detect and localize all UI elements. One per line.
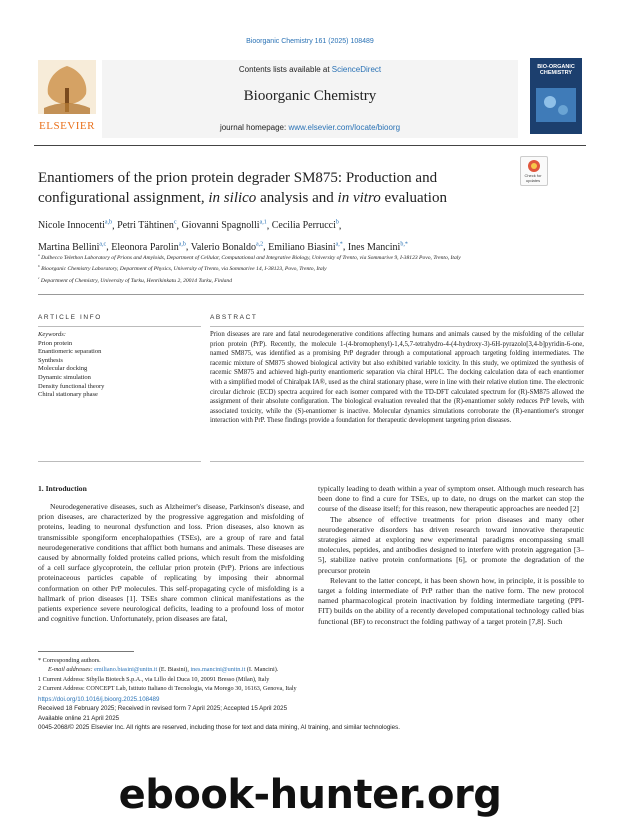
- received-dates: Received 18 February 2025; Received in revised form 7 April 2025; Accepted 15 April 2025: [38, 705, 288, 713]
- publisher-name: ELSEVIER: [39, 120, 95, 132]
- homepage-link[interactable]: www.elsevier.com/locate/bioorg: [288, 123, 401, 132]
- publication-info: [38, 695, 584, 732]
- author[interactable]: Martina Bellini$^{a,c}$: [38, 241, 107, 253]
- intro-right-column: [318, 484, 584, 627]
- cover-title: BIO-ORGANIC CHEMISTRY: [537, 64, 575, 76]
- contents-line: [102, 65, 518, 74]
- affiliation: $^a$ Dulbecco Telethon Laboratory of Prions and Amyloids, Department of Cellular, Computational and Integrative Biology, University of Trento, via Sommarive 9, I-38123 Povo, Trento, Italy: [38, 253, 461, 261]
- introduction-heading: 1. Introduction: [38, 484, 87, 493]
- doi-link[interactable]: https://doi.org/10.1016/j.bioorg.2025.108489: [38, 696, 160, 703]
- author-list: Nicole Innocenti$^{a,b}$, Petri Tähtinen$^c$, Giovanni Spagnolli$^{a,1}$, Cecilia Perrucci$^b$, Martina Bellini$^{a,c}$, Eleonora Parolin$^{a,b}$, Valerio Bonaldo$^{a,2}$, Emiliano Biasini$^{a,*}$, Ines Mancini$^{b,*}$: [38, 220, 408, 253]
- keyword: Molecular docking: [38, 365, 88, 373]
- article-info-rule: [38, 326, 201, 327]
- title-italic: in silico: [208, 190, 257, 206]
- contents-prefix: Contents lists available at: [238, 65, 332, 74]
- paragraph: Relevant to the latter concept, it has been shown how, in principle, it is possible to target a folding intermediate of PrP rather than the native form. The new protocol named pharmacological protein inactivation by folding intermediate targeting (PPI-FIT) builds on the ability of a recently developed computational technology called bias functional (BF) to reconstruct the folding pathway of a target protein [7,8]. Such: [318, 575, 584, 626]
- copyright: 0045-2068/© 2025 Elsevier Inc. All rights are reserved, including those for text and data mining, AI training, and similar technologies.: [38, 723, 400, 731]
- check-updates-label: Check for updates: [524, 173, 542, 183]
- author[interactable]: Petri Tähtinen$^c$: [117, 220, 177, 232]
- check-updates-icon: [521, 157, 547, 173]
- author[interactable]: Giovanni Spagnolli$^{a,1}$: [181, 220, 267, 232]
- keywords-label: Keywords:: [38, 331, 66, 338]
- author[interactable]: Ines Mancini$^{b,*}$: [347, 241, 408, 253]
- watermark: ebook-hunter.org: [118, 772, 502, 818]
- elsevier-logo: [34, 58, 100, 134]
- title-line-1: Enantiomers of the prion protein degrader SM875: Production and: [38, 170, 438, 186]
- email-link-mancini[interactable]: ines.mancini@unitn.it: [190, 666, 246, 674]
- article-title: [38, 168, 508, 208]
- header-divider: [34, 145, 586, 146]
- email-name: (E. Biasini),: [157, 666, 191, 674]
- keyword: Prion protein: [38, 339, 73, 347]
- title-part: configurational assignment,: [38, 190, 209, 206]
- article-info-bottom-rule: [38, 461, 201, 462]
- author[interactable]: Eleonora Parolin$^{a,b}$: [111, 241, 186, 253]
- affiliation: $^c$ Department of Chemistry, University of Turku, Henrikinkatu 2, 20014 Turku, Finland: [38, 275, 233, 284]
- address-note: 1 Current Address: Sibylla Biotech S.p.A., via Lillo del Duca 10, 20091 Bresso (Milan), Italy: [38, 675, 270, 683]
- keyword: Density functional theory: [38, 382, 105, 390]
- abstract-rule: [210, 326, 584, 327]
- paragraph: The absence of effective treatments for prion diseases and many other neurodegenerative disorders has driven research toward innovative therapeutic strategies aimed at exploring new experimental paradigms encompassing small molecules, peptides, and antibodies designed to interfere with protein aggregation [3–5], stabilize native protein conformations [6], or promote the degradation of the precursor protein: [318, 514, 584, 575]
- email-label: E-mail addresses:: [48, 666, 95, 674]
- paragraph: Neurodegenerative diseases, such as Alzheimer's disease, Parkinson's disease, and prion diseases, are characterized by the progressive aggregation and misfolding of proteins, leading to neuronal dysfunction and loss. Prion diseases, also known as transmissible spongiform encephalopathies (TSEs), are a group of rare and fatal neurodegenerative conditions that afflict both humans and animals. These diseases are caused by abnormally folded proteins called prions, which result from the misfolding of a cell surface glycoprotein, the cellular prion protein (PrP). Prions are infectious proteinaceous particles capable of replicating by imposing their abnormal conformation on other PrP molecules. This self-propagating cycle of misfolding is a hallmark of prion diseases [1]. TSEs share common clinical manifestations as the patients experience severe neurological deficits, leading to a profound loss of motor and cognitive function. Unfortunately, prion diseases are fatal,: [38, 502, 304, 624]
- homepage-prefix: journal homepage:: [219, 123, 289, 132]
- title-part: evaluation: [380, 190, 447, 206]
- sciencedirect-link[interactable]: ScienceDirect: [331, 65, 382, 74]
- article-info-heading: ARTICLE INFO: [38, 314, 102, 321]
- abstract-heading: ABSTRACT: [210, 314, 258, 321]
- paragraph: typically leading to death within a year of symptom onset. Although much research has been done to find a cure for TSEs, up to date, no drugs on the market can stop the course of the disease itself; for this reason, new therapeutic approaches are needed [2]: [318, 484, 584, 514]
- journal-title: Bioorganic Chemistry: [243, 88, 377, 104]
- keyword: Enantiomeric separation: [38, 348, 102, 356]
- footnote-rule: [38, 651, 134, 652]
- title-part: analysis and: [256, 190, 338, 206]
- affiliation: $^b$ Bioorganic Chemistry Laboratory, Department of Physics, University of Trento, via Sommarive 14, I-38123, Povo, Trento, Italy: [38, 264, 327, 273]
- footnotes: [38, 656, 584, 694]
- title-line-2: [38, 188, 508, 208]
- journal-reference[interactable]: Bioorganic Chemistry 161 (2025) 108489: [246, 38, 374, 45]
- intro-left-column: [38, 502, 304, 624]
- online-date: Available online 21 April 2025: [38, 714, 120, 722]
- author[interactable]: Cecilia Perrucci$^b$: [271, 220, 339, 232]
- address-note: 2 Current Address: CONCEPT Lab, Istituto Italiano di Tecnologia, via Morego 30, 16163, Genova, Italy: [38, 685, 297, 693]
- title-italic: in vitro: [337, 190, 381, 206]
- abstract-bottom-rule: [210, 461, 584, 462]
- author[interactable]: Valerio Bonaldo$^{a,2}$: [190, 241, 264, 253]
- affiliations-divider: [38, 294, 584, 295]
- email-name: (I. Mancini).: [245, 666, 279, 674]
- abstract-text: Prion diseases are rare and fatal neurodegenerative conditions affecting humans and animals caused by the misfolding of the cellular prion protein (PrP). Recently, the molecule 1-(4-bromophenyl)-1,4,5,7-tetrahydro-4-(4-hydroxy-3)-6H-pyrazolo[3,4-b]pyridin-6-one, named SM875, was identified as a promising PrP degrader through a computational approach targeting folding intermediates. The racemic mixture of SM875 showed biological activity but also exhibited variable toxicity. In this study, we optimized the synthesis of racemic SM875 and achieved high-purity enantiomeric separation via chiral HPLC. The docking calculation data of each enantiomer with a simplified model of Chiralpak IA®, used as the chiral stationary phase, were in line with their relative elution time. The electronic circular dichroic (ECD) spectra acquired for each isomer compared with the TD-DFT calculated spectrum for (R)-SM875 allowed the assignment of their absolute configuration. The biological evaluation revealed that the (R)-enantiomer solely reduces PrP levels, with associated toxicity, while the (S)-enantiomer is inactive. Molecular dynamics simulations corroborate the (R)-enantiomer's stronger interaction with PrP. These findings provide a foundation for therapeutic development targeting prion diseases.: [210, 331, 584, 425]
- author[interactable]: Nicole Innocenti$^{a,b}$: [38, 220, 113, 232]
- keyword: Chiral stationary phase: [38, 391, 98, 399]
- keyword: Dynamic simulation: [38, 373, 91, 381]
- affiliations: [38, 251, 588, 285]
- author[interactable]: Emiliano Biasini$^{a,*}$: [268, 241, 343, 253]
- email-link-biasini[interactable]: emiliano.biasini@unitn.it: [94, 666, 158, 674]
- keyword: Synthesis: [38, 356, 63, 364]
- keywords-list: [38, 331, 201, 400]
- homepage-line: [102, 123, 518, 132]
- email-line: [38, 665, 584, 674]
- corresponding-note: * Corresponding authors.: [38, 657, 101, 664]
